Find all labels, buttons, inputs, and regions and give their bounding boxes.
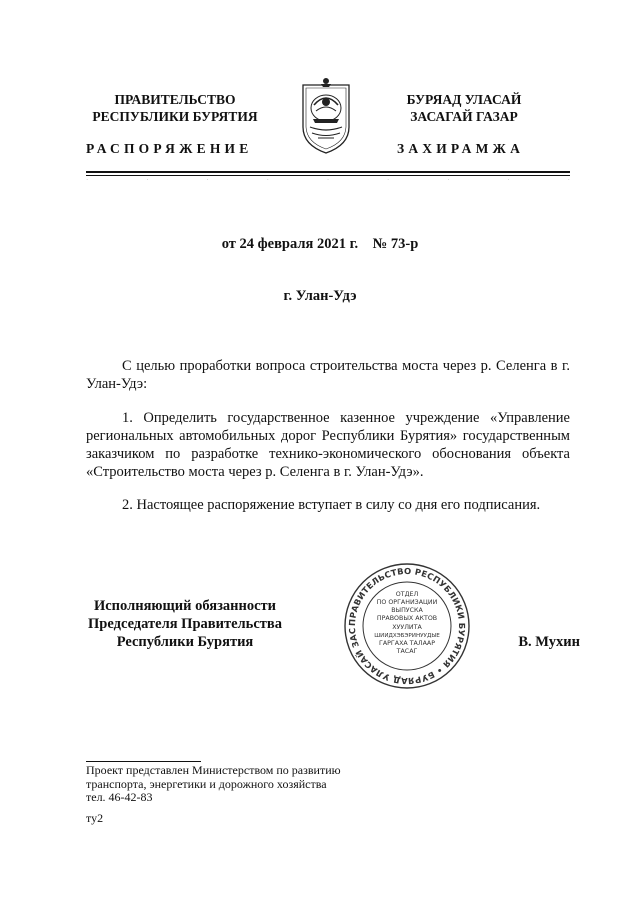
footer-code: ту2 (86, 811, 104, 825)
date-number: от 24 февраля 2021 г. № 73-р (221, 236, 419, 252)
footer-line2: транспорта, энергетики и дорожного хозяйства (86, 776, 327, 791)
stamp-line-1: ОТДЕЛ (395, 591, 419, 598)
stamp-line-2: ПО ОРГАНИЗАЦИИ (376, 599, 438, 606)
signatory-name: В. Мухин (518, 634, 580, 650)
header-left-block (60, 91, 290, 125)
header-right-line1: БУРЯАД УЛАСАЙ (406, 92, 522, 107)
stamp-line-5: ХУУЛИТА (392, 624, 422, 631)
header-right-block (348, 91, 580, 125)
stamp-line-4: ПРАВОВЫХ АКТОВ (376, 615, 438, 622)
header-left-line2: РЕСПУБЛИКИ БУРЯТИЯ (92, 109, 258, 124)
footer-note (86, 764, 341, 805)
item-2-paragraph: 2. Настоящее распоряжение вступает в силу со дня его подписания. (122, 497, 541, 513)
emblem-icon (297, 75, 355, 155)
signatory-title (80, 597, 290, 651)
stamp-line-8: ТАСАГ (396, 648, 418, 655)
intro-paragraph: С целью проработки вопроса строительства моста через р. Селенга в г. Улан-Удэ: (86, 358, 570, 392)
stamp-line-7: ГАРГАХА ТАЛААР (378, 640, 436, 647)
header-left-line1: ПРАВИТЕЛЬСТВО (114, 92, 236, 107)
footer-line1: Проект представлен Министерством по развитию (86, 763, 341, 777)
signatory-title-line1: Исполняющий обязанности (93, 598, 277, 614)
header-right-line2: ЗАСАГАЙ ГАЗАР (410, 109, 518, 124)
city: г. Улан-Удэ (283, 288, 357, 304)
doc-type-left: РАСПОРЯЖЕНИЕ (86, 141, 253, 156)
stamp-line-3: ВЫПУСКА (391, 607, 423, 614)
signatory-title-line2: Председателя Правительства (88, 616, 282, 632)
signatory-title-line3: Республики Бурятия (116, 634, 254, 650)
item-1-paragraph: 1. Определить государственное казенное учреждение «Управление региональных автомобильных дорог Республики Бурятия» государственным заказчиком по разработке технико-экономического обоснования объекта «Строительство моста через р. Селенга в г. Улан-Удэ». (86, 410, 570, 480)
stamp-seal-icon (342, 561, 472, 691)
header-rule-thick (86, 171, 570, 173)
stamp-ring-text: ПРАВИТЕЛЬСТВО РЕСПУБЛИКИ БУРЯТИЯ • БУРЯАД УЛАСАЙ ЗАС (346, 565, 468, 687)
footer-rule (86, 761, 201, 762)
footer-line3: тел. 46-42-83 (86, 790, 153, 804)
header-dotted-guide: · · · · · · · · · (86, 176, 570, 184)
doc-type-right: ЗАХИРАМЖА (397, 141, 525, 156)
official-stamp (342, 561, 472, 691)
stamp-line-6: ШИИДХЭБЭРИНУУДЫЕ (374, 633, 440, 639)
